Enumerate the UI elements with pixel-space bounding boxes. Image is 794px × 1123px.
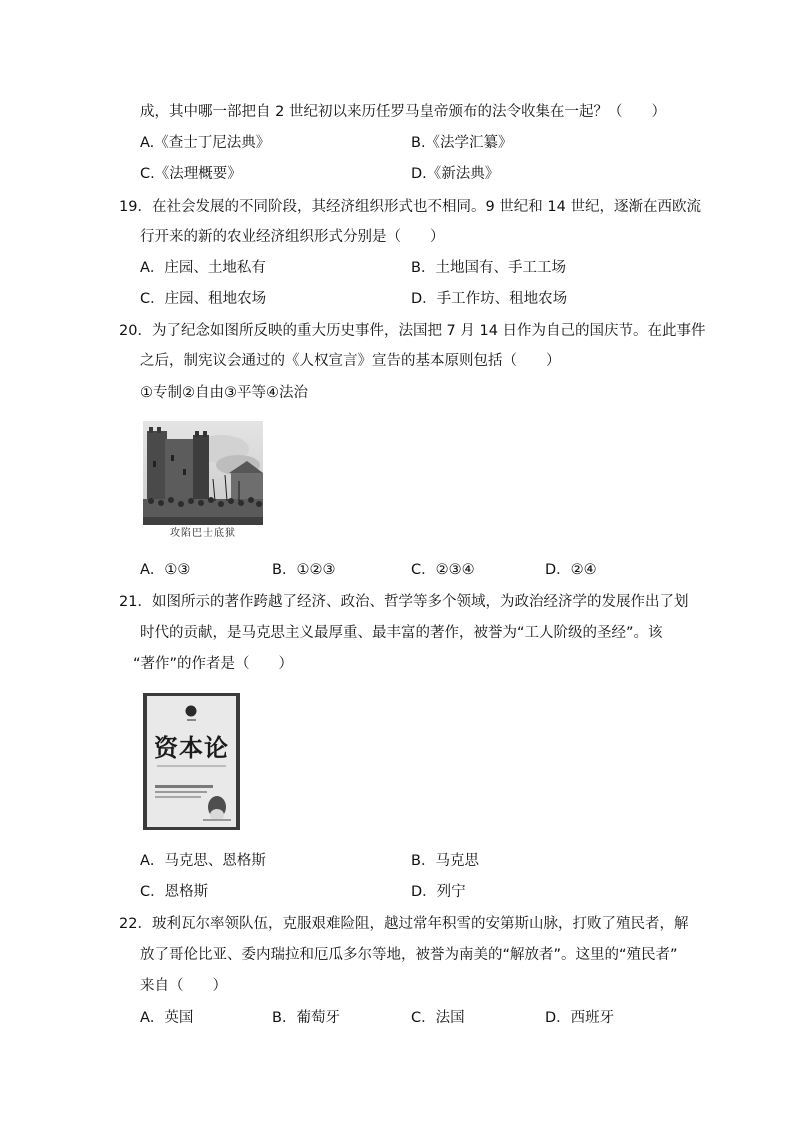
book-title-text: 资本论 xyxy=(154,733,229,762)
q22-stem-line3: 来自（ ） xyxy=(140,978,227,994)
bastille-storming-image xyxy=(143,421,263,542)
q20-option-b[interactable]: B．①②③ xyxy=(272,562,336,578)
das-kapital-book-cover-image xyxy=(143,693,240,830)
q20-option-c[interactable]: C．②③④ xyxy=(411,562,475,578)
q19-option-c[interactable]: C．庄园、租地农场 xyxy=(140,291,267,307)
q18-option-a[interactable]: A.《查士丁尼法典》 xyxy=(140,135,271,151)
q20-stem-line2: 之后，制宪议会通过的《人权宣言》宣告的基本原则包括（ ） xyxy=(140,353,561,369)
q19-stem-line2: 行开来的新的农业经济组织形式分别是（ ） xyxy=(140,229,445,245)
bastille-image-caption: 攻陷巴士底狱 xyxy=(170,528,236,539)
q21-option-c[interactable]: C．恩格斯 xyxy=(140,884,209,900)
q21-stem-line2: 时代的贡献，是马克思主义最厚重、最丰富的著作，被誉为“工人阶级的圣经”。该 xyxy=(140,625,663,641)
q20-statements: ①专制②自由③平等④法治 xyxy=(140,385,308,401)
q21-option-a[interactable]: A．马克思、恩格斯 xyxy=(140,853,266,869)
q20-stem-line1: 20．为了纪念如图所反映的重大历史事件，法国把 7 月 14 日作为自己的国庆节。在此事件 xyxy=(119,323,706,339)
q21-option-d[interactable]: D．列宁 xyxy=(411,884,466,900)
q19-stem-line1: 19．在社会发展的不同阶段，其经济组织形式也不相同。9 世纪和 14 世纪，逐渐在西欧流 xyxy=(119,199,701,215)
q20-option-a[interactable]: A．①③ xyxy=(140,562,191,578)
q19-option-a[interactable]: A．庄园、土地私有 xyxy=(140,260,266,276)
q22-stem-line1: 22．玻利瓦尔率领队伍，克服艰难险阻，越过常年积雪的安第斯山脉，打败了殖民者，解 xyxy=(119,916,689,932)
q18-stem-continuation: 成，其中哪一部把自 2 世纪初以来历任罗马皇帝颁布的法令收集在一起？（ ） xyxy=(140,104,666,120)
q22-option-a[interactable]: A．英国 xyxy=(140,1010,194,1026)
q19-option-d[interactable]: D．手工作坊、租地农场 xyxy=(411,291,568,307)
q19-option-b[interactable]: B．土地国有、手工工场 xyxy=(411,260,566,276)
q18-option-b[interactable]: B.《法学汇纂》 xyxy=(411,135,513,151)
q22-option-d[interactable]: D．西班牙 xyxy=(545,1010,615,1026)
q22-option-c[interactable]: C．法国 xyxy=(411,1010,465,1026)
q21-option-b[interactable]: B．马克思 xyxy=(411,853,479,869)
q22-option-b[interactable]: B．葡萄牙 xyxy=(272,1010,340,1026)
q18-option-d[interactable]: D.《新法典》 xyxy=(411,166,500,182)
q21-stem-line1: 21．如图所示的著作跨越了经济、政治、哲学等多个领域，为政治经济学的发展作出了划 xyxy=(119,594,689,610)
q21-stem-line3: “著作”的作者是（ ） xyxy=(133,656,294,672)
q18-option-c[interactable]: C.《法理概要》 xyxy=(140,166,242,182)
q22-stem-line2: 放了哥伦比亚、委内瑞拉和厄瓜多尔等地，被誉为南美的“解放者”。这里的“殖民者” xyxy=(140,947,678,963)
q20-option-d[interactable]: D．②④ xyxy=(545,562,597,578)
